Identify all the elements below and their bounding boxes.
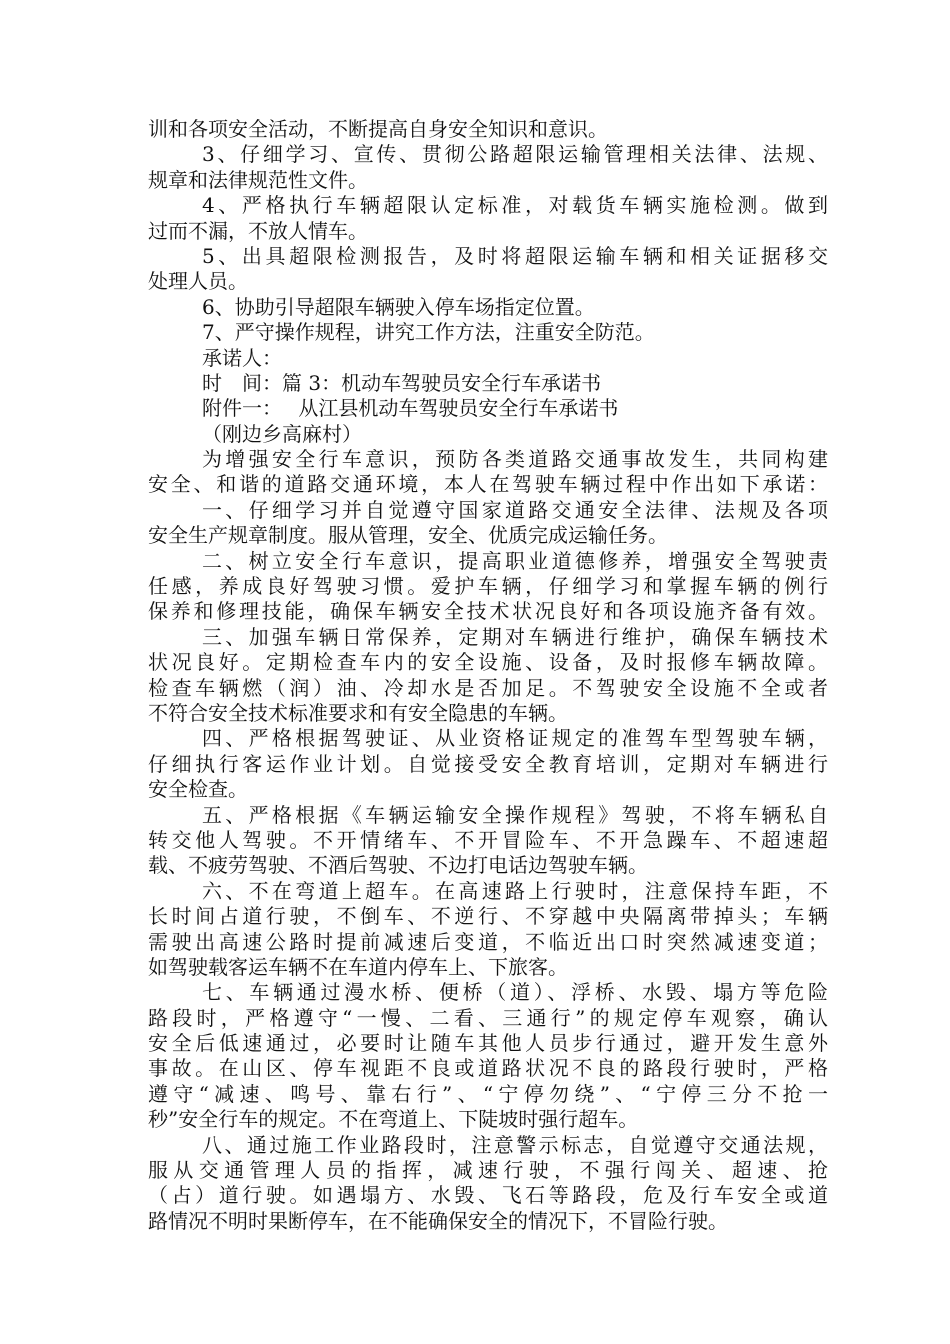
text-line: 如驾驶载客运车辆不在车道内停车上、下旅客。	[148, 954, 568, 979]
text-line: 七、车辆通过漫水桥、便桥（道）、浮桥、水毁、塌方等危险	[202, 980, 828, 1005]
text-line: 一、仔细学习并自觉遵守国家道路交通安全法律、法规及各项	[202, 497, 828, 522]
text-line: 3、仔细学习、宣传、贯彻公路超限运输管理相关法律、法规、	[202, 142, 828, 167]
text-line: 承诺人：	[202, 345, 282, 370]
text-line: 遵守“减速、鸣号、靠右行”、“宁停勿绕”、“宁停三分不抢一	[148, 1081, 828, 1106]
text-line: 仔细执行客运作业计划。自觉接受安全教育培训，定期对车辆进行	[148, 751, 828, 776]
text-line: 安全检查。	[148, 777, 248, 802]
text-line: 任感，养成良好驾驶习惯。爱护车辆，仔细学习和掌握车辆的例行	[148, 574, 828, 599]
text-line: 事故。在山区、停车视距不良或道路状况不良的路段行驶时，严格	[148, 1056, 828, 1081]
text-line: 时 间：篇 3：机动车驾驶员安全行车承诺书	[202, 370, 602, 395]
text-line: 三、加强车辆日常保养，定期对车辆进行维护，确保车辆技术	[202, 624, 828, 649]
text-line: 4、严格执行车辆超限认定标准，对载货车辆实施检测。做到	[202, 193, 828, 218]
text-line: 为增强安全行车意识，预防各类道路交通事故发生，共同构建	[202, 447, 828, 472]
text-line: 路情况不明时果断停车，在不能确保安全的情况下，不冒险行驶。	[148, 1208, 728, 1233]
text-line: 八、通过施工作业路段时，注意警示标志，自觉遵守交通法规，	[202, 1132, 828, 1157]
text-line: 检查车辆燃（润）油、冷却水是否加足。不驾驶安全设施不全或者	[148, 675, 828, 700]
text-line: 需驶出高速公路时提前减速后变道，不临近出口时突然减速变道；	[148, 929, 828, 954]
text-line: 处理人员。	[148, 269, 248, 294]
text-line: 长时间占道行驶，不倒车、不逆行、不穿越中央隔离带掉头；车辆	[148, 904, 828, 929]
text-line: 规章和法律规范性文件。	[148, 167, 368, 192]
text-line: 状况良好。定期检查车内的安全设施、设备，及时报修车辆故障。	[148, 650, 828, 675]
text-line: 路段时，严格遵守“一慢、二看、三通行”的规定停车观察，确认	[148, 1005, 828, 1030]
text-line: 训和各项安全活动，不断提高自身安全知识和意识。	[148, 117, 608, 141]
text-line: （占）道行驶。如遇塌方、水毁、飞石等路段，危及行车安全或道	[148, 1183, 828, 1208]
text-line: 转交他人驾驶。不开情绪车、不开冒险车、不开急躁车、不超速超	[148, 827, 828, 852]
text-line: 保养和修理技能，确保车辆安全技术状况良好和各项设施齐备有效。	[148, 599, 828, 624]
text-line: 服从交通管理人员的指挥，减速行驶，不强行闯关、超速、抢	[148, 1158, 828, 1183]
text-line: 五、严格根据《车辆运输安全操作规程》驾驶，不将车辆私自	[202, 802, 828, 827]
text-line: 二、树立安全行车意识，提高职业道德修养，增强安全驾驶责	[202, 548, 828, 573]
text-line: 六、不在弯道上超车。在高速路上行驶时，注意保持车距，不	[202, 878, 828, 903]
text-line: 过而不漏，不放人情车。	[148, 218, 368, 243]
text-line: 7、严守操作规程，讲究工作方法，注重安全防范。	[202, 320, 655, 345]
text-line: （刚边乡高麻村）	[202, 421, 362, 446]
text-line: 秒”安全行车的规定。不在弯道上、下陡坡时强行超车。	[148, 1107, 639, 1132]
text-line: 6、协助引导超限车辆驶入停车场指定位置。	[202, 294, 595, 319]
document-page	[148, 117, 828, 1234]
text-line: 不符合安全技术标准要求和有安全隐患的车辆。	[148, 700, 568, 725]
text-line: 四、严格根据驾驶证、从业资格证规定的准驾车型驾驶车辆，	[202, 726, 828, 751]
text-line: 安全后低速通过，必要时让随车其他人员步行通过，避开发生意外	[148, 1031, 828, 1056]
text-line: 5、出具超限检测报告，及时将超限运输车辆和相关证据移交	[202, 243, 828, 268]
text-line: 安全、和谐的道路交通环境，本人在驾驶车辆过程中作出如下承诺：	[148, 472, 828, 497]
text-line: 载、不疲劳驾驶、不酒后驾驶、不边打电话边驾驶车辆。	[148, 853, 648, 878]
text-line: 安全生产规章制度。服从管理，安全、优质完成运输任务。	[148, 523, 668, 548]
text-line: 附件一： 从江县机动车驾驶员安全行车承诺书	[202, 396, 619, 421]
